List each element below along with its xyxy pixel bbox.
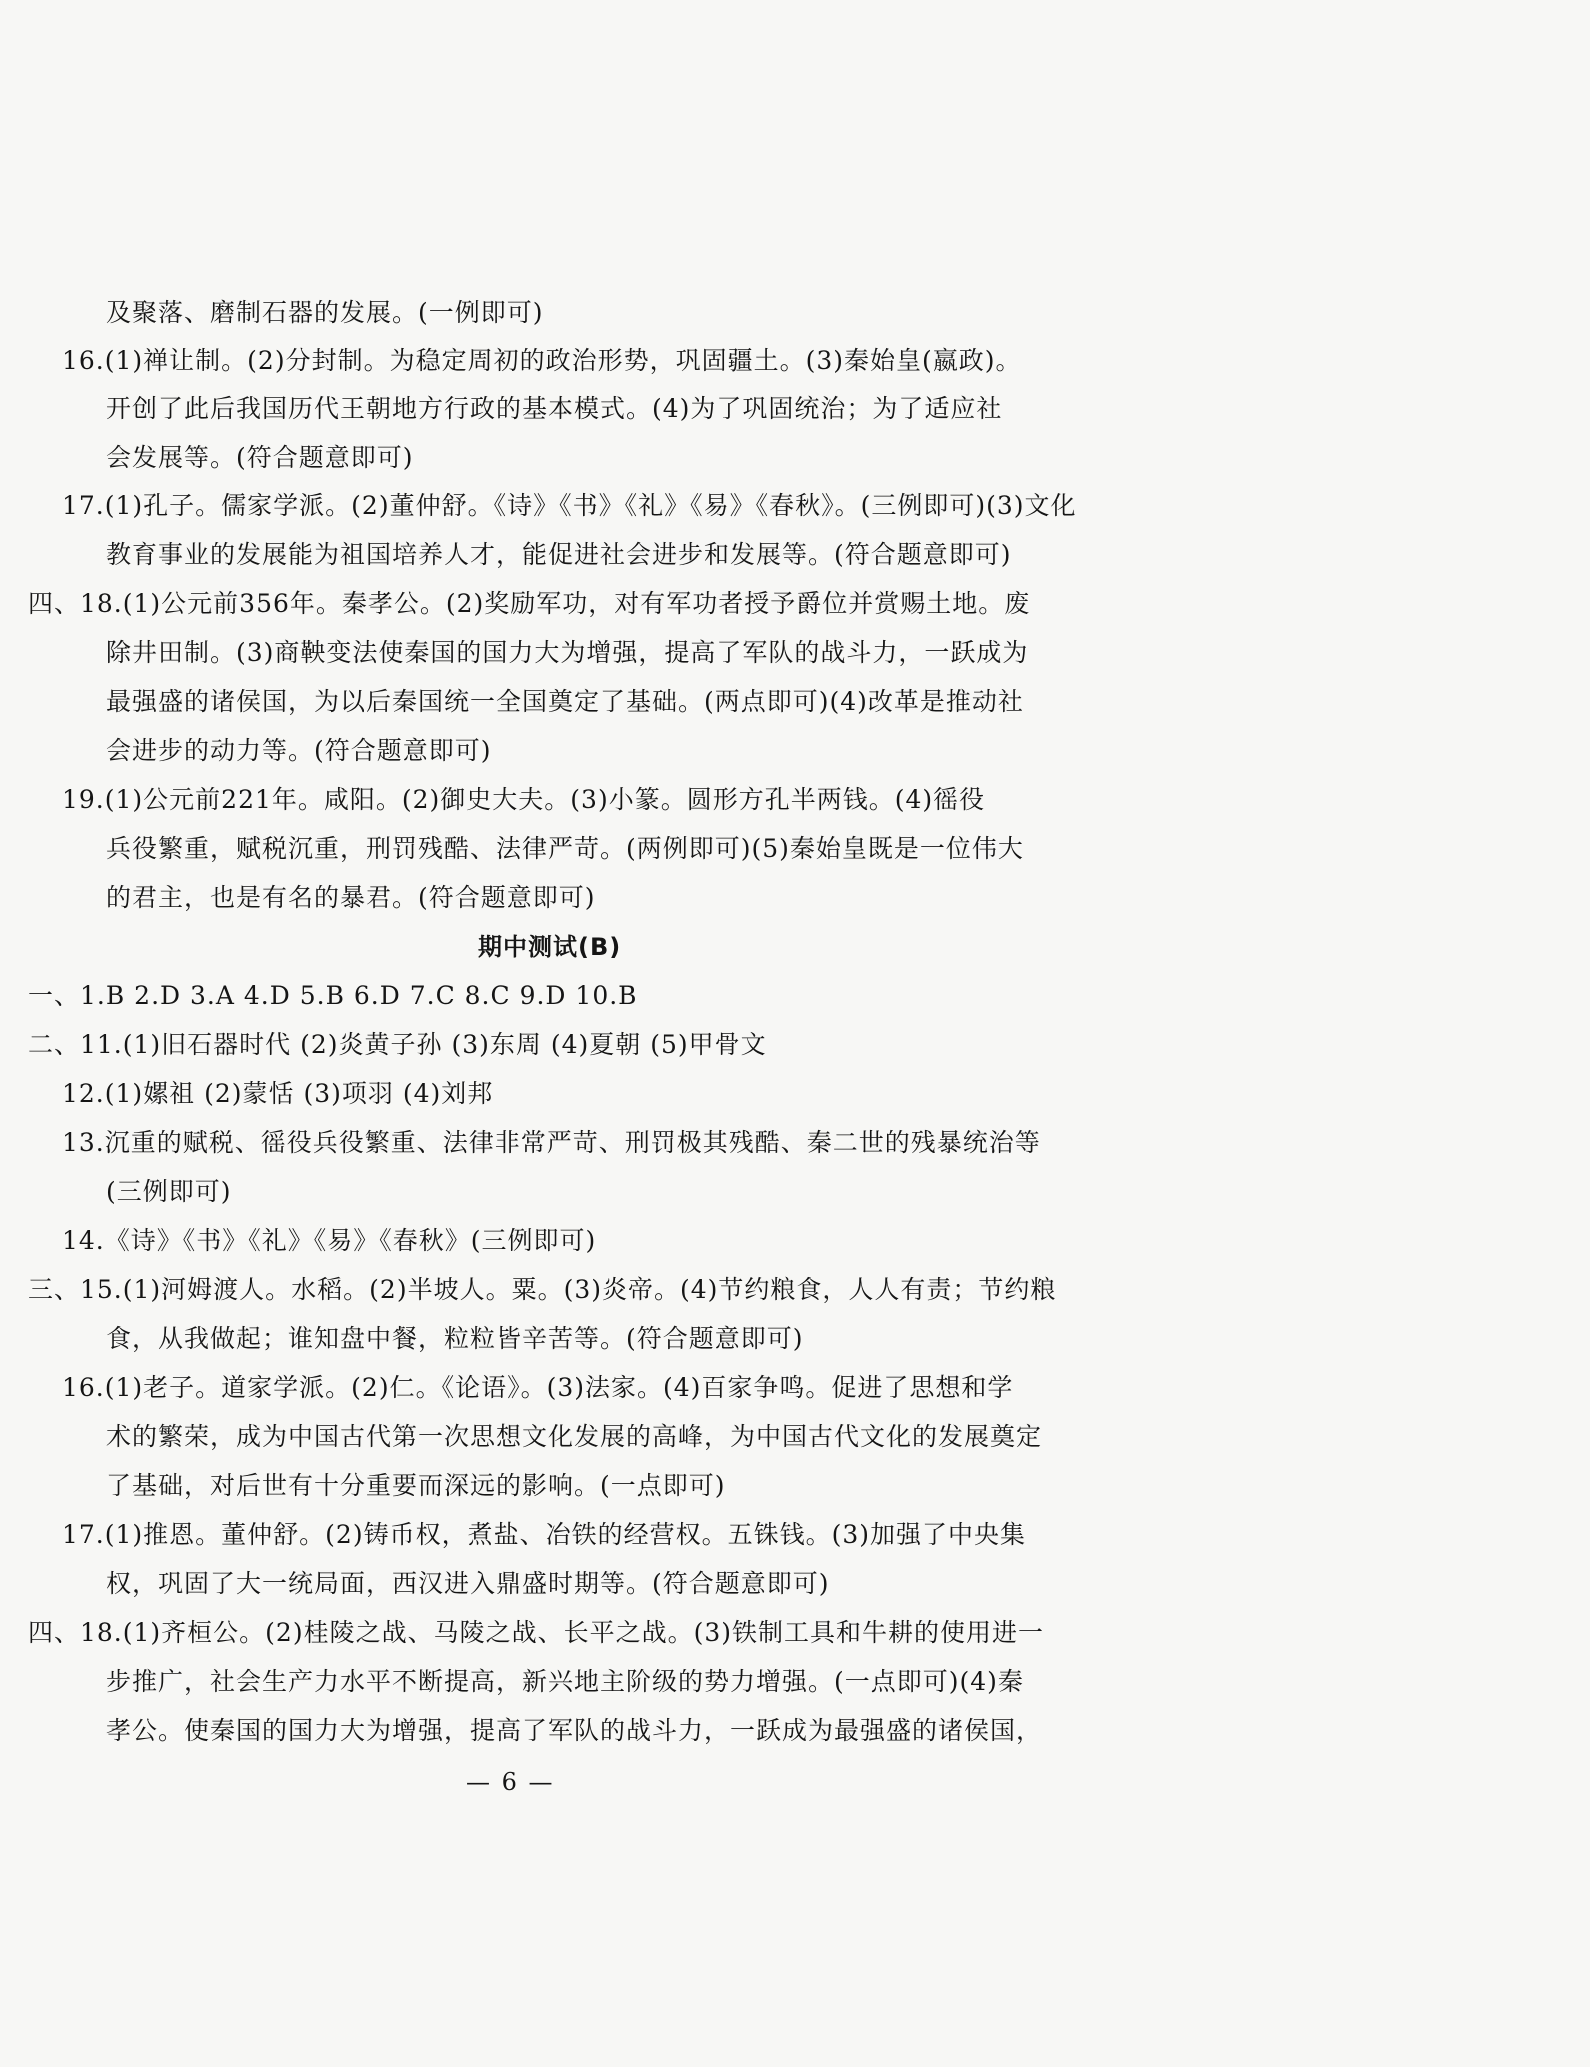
text-line: 最强盛的诸侯国，为以后秦国统一全国奠定了基础。(两点即可)(4)改革是推动社 [106, 687, 1024, 716]
text-line: 17.(1)推恩。董仲舒。(2)铸币权，煮盐、冶铁的经营权。五铢钱。(3)加强了中央集 [62, 1520, 1026, 1549]
text-line: 的君主，也是有名的暴君。(符合题意即可) [106, 883, 596, 912]
text-line: 除井田制。(3)商鞅变法使秦国的国力大为增强，提高了军队的战斗力，一跃成为 [106, 638, 1029, 667]
text-line: (三例即可) [106, 1177, 232, 1206]
text-line: 开创了此后我国历代王朝地方行政的基本模式。(4)为了巩固统治；为了适应社 [106, 394, 1003, 423]
text-line: 步推广，社会生产力水平不断提高，新兴地主阶级的势力增强。(一点即可)(4)秦 [106, 1667, 1024, 1696]
text-line: 13.沉重的赋税、徭役兵役繁重、法律非常严苛、刑罚极其残酷、秦二世的残暴统治等 [62, 1128, 1041, 1157]
text-line: 四、18.(1)齐桓公。(2)桂陵之战、马陵之战、长平之战。(3)铁制工具和牛耕的使用进一 [28, 1618, 1044, 1647]
page-number: — 6 — [466, 1768, 555, 1796]
section-heading: 期中测试(B) [478, 933, 622, 961]
text-line: 四、18.(1)公元前356年。秦孝公。(2)奖励军功，对有军功者授予爵位并赏赐土地。废 [28, 589, 1031, 618]
text-line: 16.(1)禅让制。(2)分封制。为稳定周初的政治形势，巩固疆土。(3)秦始皇(嬴政)。 [62, 346, 1022, 375]
text-line: 12.(1)嫘祖 (2)蒙恬 (3)项羽 (4)刘邦 [62, 1079, 494, 1108]
text-line: 食，从我做起；谁知盘中餐，粒粒皆辛苦等。(符合题意即可) [106, 1324, 804, 1353]
text-line: 术的繁荣，成为中国古代第一次思想文化发展的高峰，为中国古代文化的发展奠定 [106, 1422, 1043, 1451]
text-line: 会进步的动力等。(符合题意即可) [106, 736, 492, 765]
text-line: 17.(1)孔子。儒家学派。(2)董仲舒。《诗》《书》《礼》《易》《春秋》。(三例即可)(3)文化 [62, 491, 1077, 520]
text-line: 及聚落、磨制石器的发展。(一例即可) [106, 298, 544, 327]
text-line: 14.《诗》《书》《礼》《易》《春秋》(三例即可) [62, 1226, 597, 1255]
text-line: 二、11.(1)旧石器时代 (2)炎黄子孙 (3)东周 (4)夏朝 (5)甲骨文 [28, 1030, 767, 1059]
text-line: 权，巩固了大一统局面，西汉进入鼎盛时期等。(符合题意即可) [106, 1569, 830, 1598]
text-line: 三、15.(1)河姆渡人。水稻。(2)半坡人。粟。(3)炎帝。(4)节约粮食，人人有责；节约粮 [28, 1275, 1057, 1304]
text-line: 19.(1)公元前221年。咸阳。(2)御史大夫。(3)小篆。圆形方孔半两钱。(4)徭役 [62, 785, 986, 814]
text-line: 一、1.B 2.D 3.A 4.D 5.B 6.D 7.C 8.C 9.D 10.B [28, 981, 638, 1010]
text-line: 16.(1)老子。道家学派。(2)仁。《论语》。(3)法家。(4)百家争鸣。促进了思想和学 [62, 1373, 1014, 1402]
text-line: 会发展等。(符合题意即可) [106, 443, 414, 472]
text-line: 教育事业的发展能为祖国培养人才，能促进社会进步和发展等。(符合题意即可) [106, 540, 1012, 569]
text-line: 兵役繁重，赋税沉重，刑罚残酷、法律严苛。(两例即可)(5)秦始皇既是一位伟大 [106, 834, 1024, 863]
text-line: 了基础，对后世有十分重要而深远的影响。(一点即可) [106, 1471, 726, 1500]
text-line: 孝公。使秦国的国力大为增强，提高了军队的战斗力，一跃成为最强盛的诸侯国， [106, 1716, 1043, 1745]
